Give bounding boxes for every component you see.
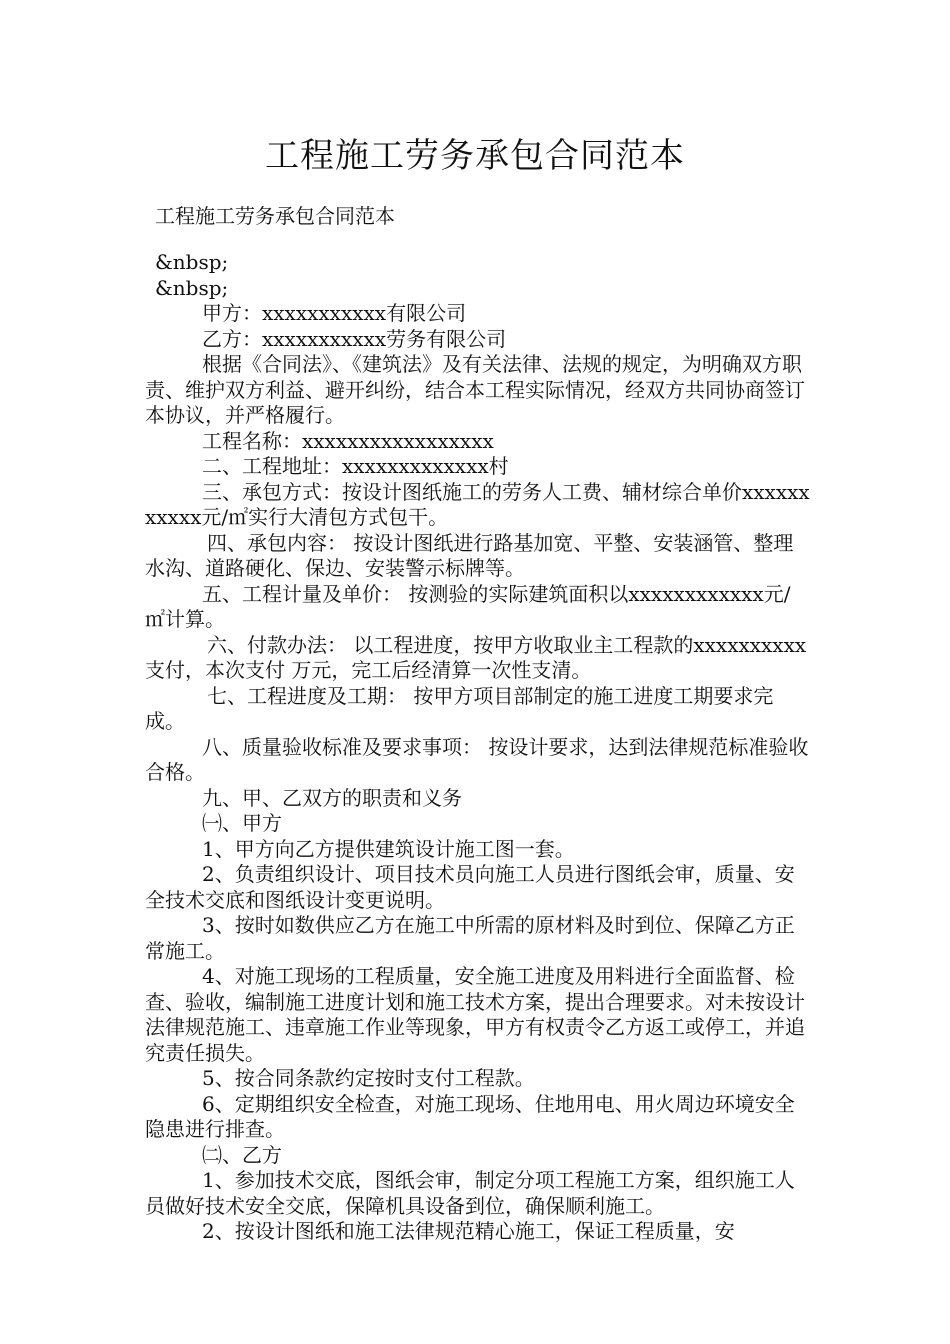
clause-4: 四、承包内容： 按设计图纸进行路基加宽、平整、安装涵管、整理水沟、道路硬化、保边、安装警示标牌等。 [145, 530, 794, 580]
clause-2: 二、工程地址：xxxxxxxxxxxxx村 [202, 454, 509, 478]
party-a: 甲方：xxxxxxxxxxx有限公司 [202, 301, 467, 325]
party-b: 乙方：xxxxxxxxxxx劳务有限公司 [202, 326, 507, 351]
clause-9: 九、甲、乙双方的职责和义务 [202, 785, 462, 810]
party-a-item-3: 3、按时如数供应乙方在施工中所需的原材料及时到位、保障乙方正常施工。 [145, 913, 795, 963]
party-b-item-2: 2、按设计图纸和施工法律规范精心施工，保证工程质量，安 [202, 1219, 735, 1243]
preamble-paragraph: 根据《合同法》、《建筑法》及有关法律、法规的规定，为明确双方职责、维护双方利益、避开纠纷，结合本工程实际情况，经双方共同协商签订本协议，并严格履行。 [145, 352, 805, 427]
nbsp-line: &nbsp; [155, 250, 229, 274]
clause-3: 三、承包方式：按设计图纸施工的劳务人工费、辅材综合单价xxxxxxxxxxx元/㎡实行大清包方式包干。 [145, 479, 810, 529]
section-party-a: ㈠、甲方 [202, 811, 282, 835]
section-party-b: ㈡、乙方 [202, 1142, 282, 1167]
clause-7: 七、工程进度及工期： 按甲方项目部制定的施工进度工期要求完成。 [145, 683, 774, 733]
document-body [145, 250, 810, 1245]
party-a-item-1: 1、甲方向乙方提供建筑设计施工图一套。 [202, 836, 575, 861]
party-b-item-1: 1、参加技术交底，图纸会审，制定分项工程施工方案，组织施工人员做好技术安全交底，保障机具设备到位，确保顺利施工。 [145, 1168, 795, 1218]
party-a-item-5: 5、按合同条款约定按时支付工程款。 [202, 1066, 535, 1090]
document-title: 工程施工劳务承包合同范本 [265, 136, 685, 176]
party-a-item-6: 6、定期组织安全检查，对施工现场、住地用电、用火周边环境安全隐患进行排查。 [145, 1091, 795, 1141]
nbsp-line: &nbsp; [155, 275, 229, 300]
party-a-item-4: 4、对施工现场的工程质量，安全施工进度及用料进行全面监督、检查、验收，编制施工进度计划和施工技术方案，提出合理要求。对未按设计法律规范施工、违章施工作业等现象，甲方有权责令乙方返工或停工，并追究责任损失。 [145, 964, 805, 1065]
clause-5: 五、工程计量及单价： 按测验的实际建筑面积以xxxxxxxxxxxx元/㎡计算。 [145, 581, 791, 631]
project-name: 工程名称：xxxxxxxxxxxxxxxxx [202, 428, 494, 453]
document-subtitle: 工程施工劳务承包合同范本 [155, 204, 395, 228]
clause-6: 六、付款办法： 以工程进度，按甲方收取业主工程款的xxxxxxxxxx支付，本次支付 万元，完工后经清算一次性支清。 [145, 632, 807, 682]
clause-8: 八、质量验收标准及要求事项： 按设计要求，达到法律规范标准验收合格。 [145, 734, 809, 784]
party-a-item-2: 2、负责组织设计、项目技术员向施工人员进行图纸会审，质量、安全技术交底和图纸设计变更说明。 [145, 862, 795, 912]
